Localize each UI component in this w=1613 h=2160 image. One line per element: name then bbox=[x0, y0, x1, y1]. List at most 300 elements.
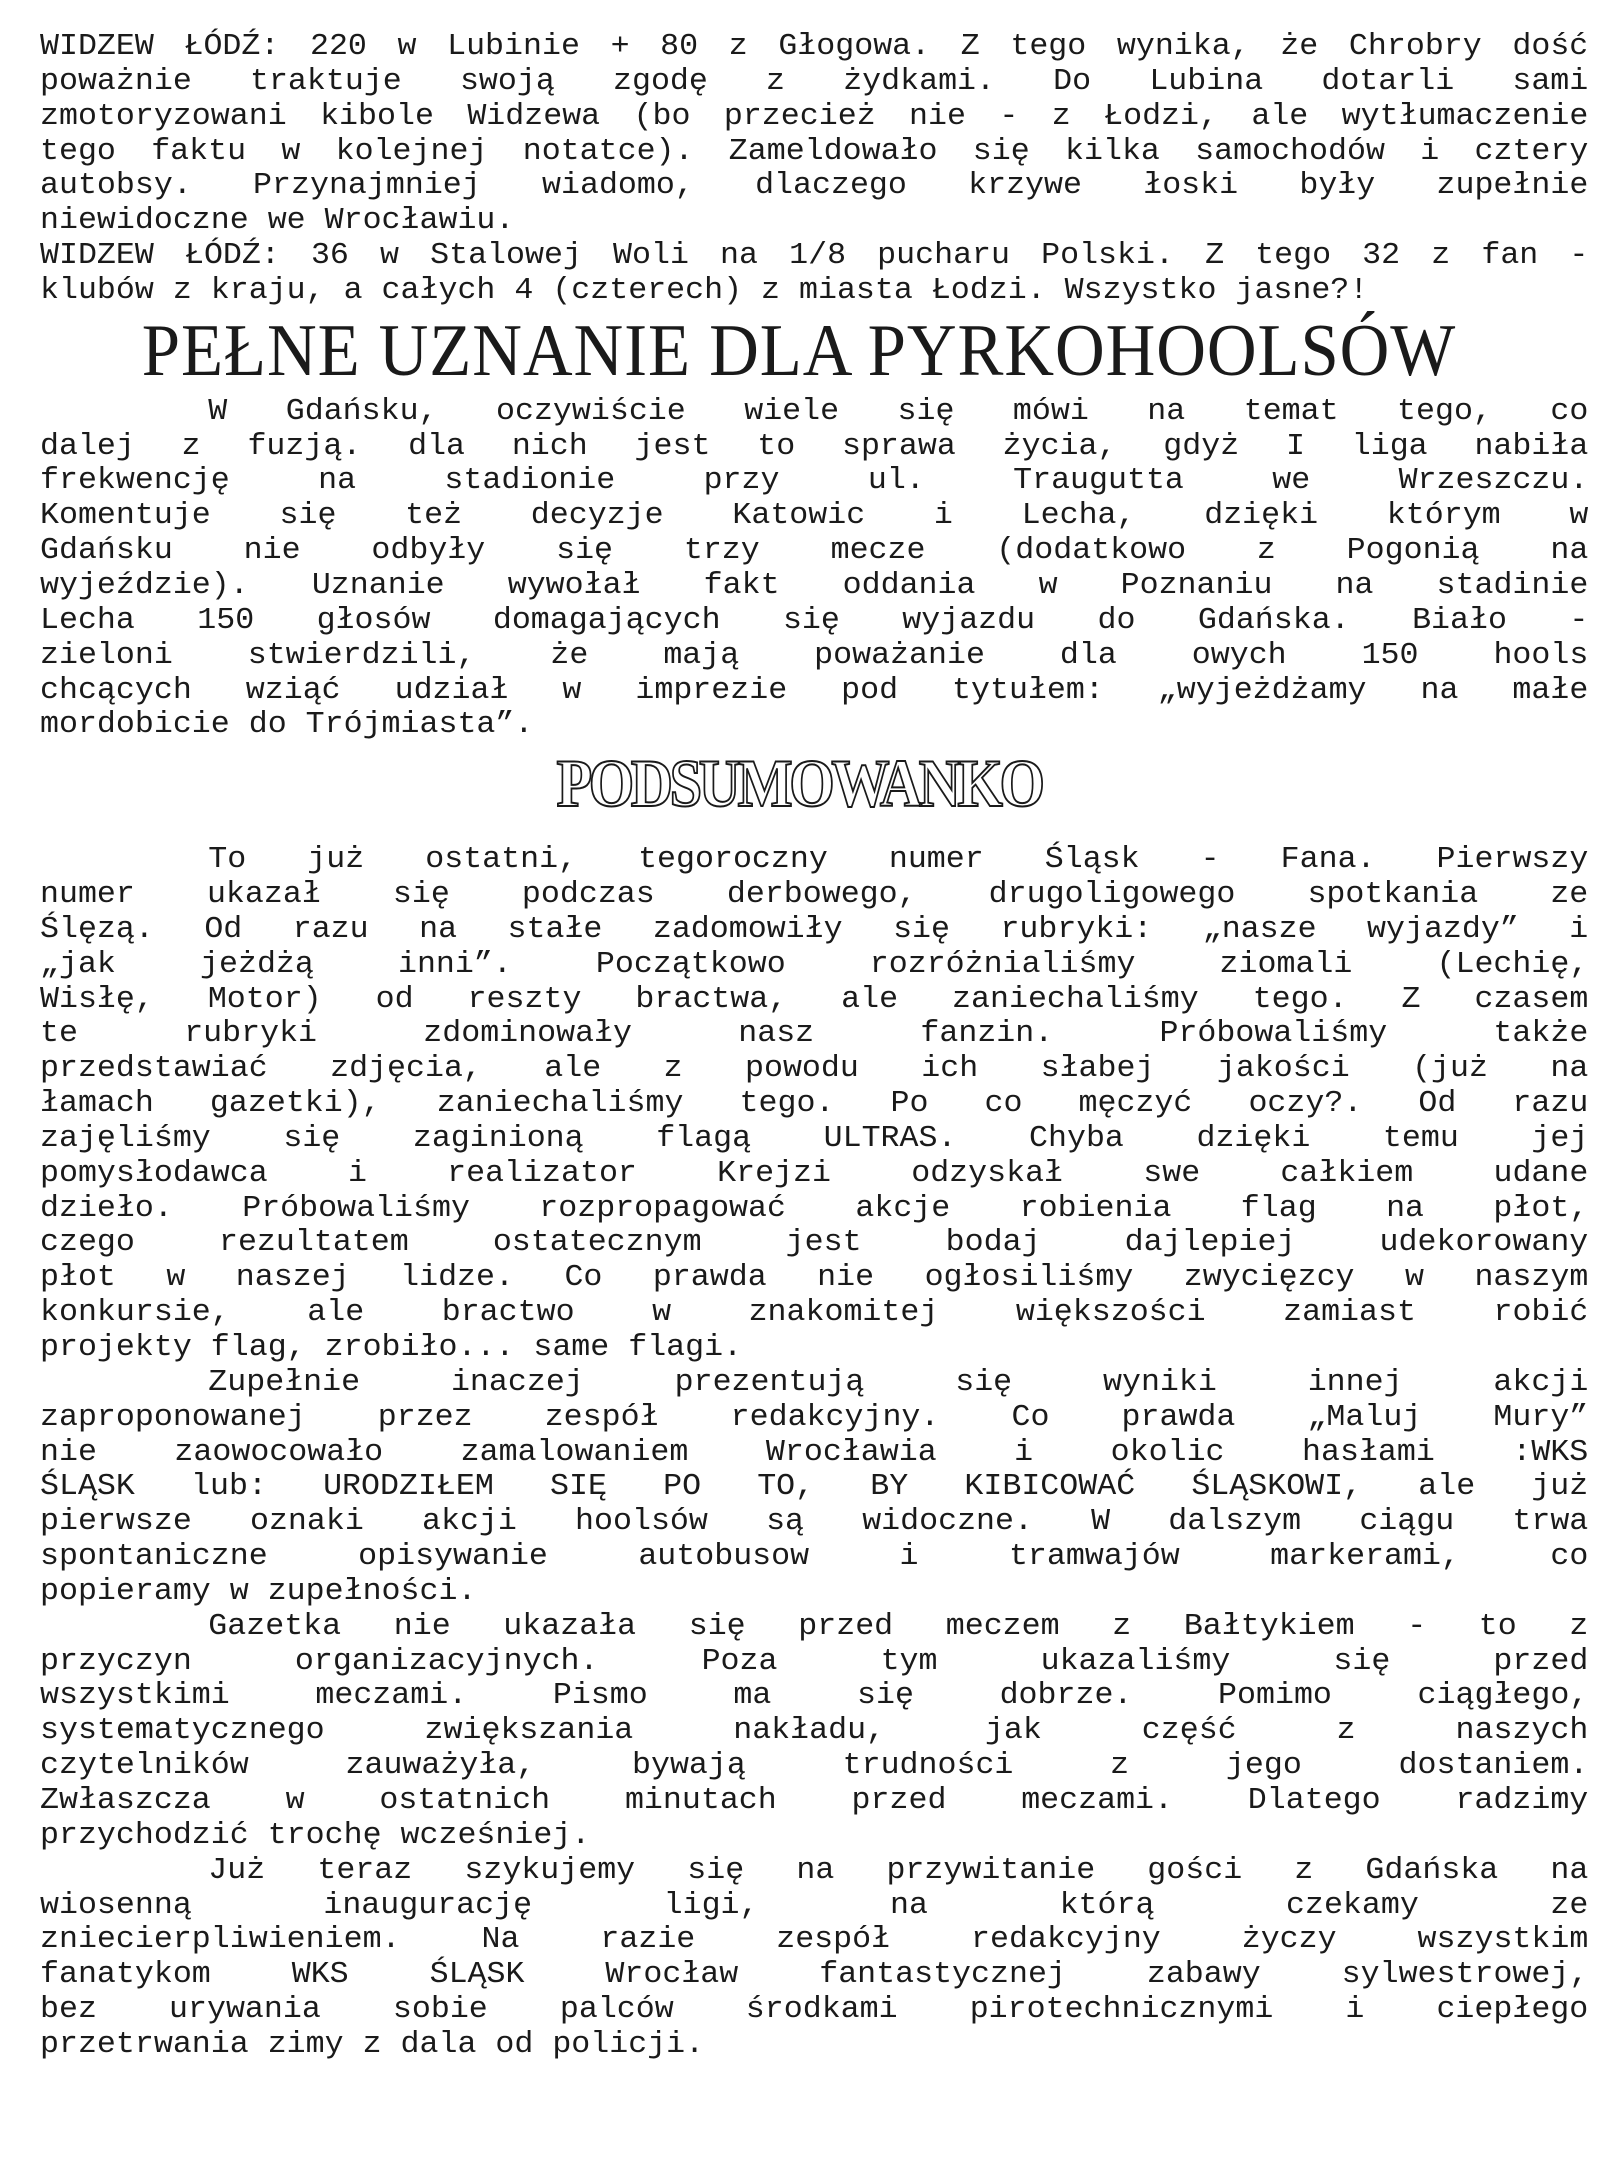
word: pirotechnicznymi bbox=[969, 1992, 1274, 2028]
word: fuzją. bbox=[247, 428, 362, 464]
word: temat bbox=[1243, 393, 1339, 429]
word: zadomowiły bbox=[652, 911, 843, 947]
text-line bbox=[40, 1436, 1588, 1471]
word: Z bbox=[1205, 238, 1225, 274]
word: Komentuje bbox=[40, 498, 211, 534]
word: i bbox=[1345, 1992, 1365, 2028]
word: autobsy. bbox=[40, 168, 192, 204]
word: ciepłego bbox=[1436, 1992, 1589, 2028]
word: gazetki), bbox=[209, 1086, 381, 1122]
word: minutach bbox=[624, 1782, 777, 1818]
word: Uznanie bbox=[311, 567, 445, 603]
word: nabiła bbox=[1474, 428, 1589, 464]
word: z bbox=[1256, 533, 1276, 569]
word: wyjazdu bbox=[902, 602, 1036, 638]
word: w bbox=[652, 1295, 672, 1331]
word: wziąć bbox=[245, 672, 341, 708]
word: z bbox=[728, 29, 748, 64]
word: Poznaniu bbox=[1120, 567, 1273, 603]
word: - bbox=[1200, 842, 1220, 878]
word: prawda bbox=[652, 1260, 767, 1296]
word: teraz bbox=[317, 1852, 413, 1888]
word: spontaniczne bbox=[40, 1539, 268, 1575]
word: rubryki: bbox=[1000, 911, 1153, 947]
word: urywania bbox=[169, 1992, 321, 2028]
word: którym bbox=[1386, 498, 1501, 534]
word: ul. bbox=[867, 463, 925, 499]
word: środkami bbox=[745, 1992, 898, 2028]
word: Widzewa bbox=[467, 98, 601, 134]
article-body bbox=[40, 393, 1589, 743]
word: Gdańska. bbox=[1197, 602, 1350, 638]
word: Zwłaszcza bbox=[40, 1782, 211, 1818]
word: 1/8 bbox=[789, 238, 847, 274]
word: sprawa bbox=[841, 428, 956, 464]
word: w bbox=[1038, 567, 1058, 603]
word: jej bbox=[1531, 1120, 1589, 1156]
text-line bbox=[40, 1261, 1588, 1296]
word: na bbox=[1550, 1852, 1589, 1888]
word: się bbox=[688, 1608, 746, 1644]
word: Pismo bbox=[552, 1678, 648, 1714]
word: wyjazdy” bbox=[1367, 911, 1519, 947]
word: razu bbox=[1512, 1086, 1589, 1122]
word: URODZIŁEM bbox=[323, 1469, 494, 1505]
word: (bo bbox=[633, 98, 691, 134]
word: fan bbox=[1481, 238, 1539, 274]
word: z bbox=[1569, 1608, 1589, 1644]
word: rozróżnialiśmy bbox=[869, 946, 1136, 982]
word: nie bbox=[817, 1260, 875, 1296]
word: do bbox=[1097, 602, 1136, 638]
text-line: przetrwania zimy z dala od policji. bbox=[40, 2026, 705, 2062]
word: razie bbox=[600, 1922, 696, 1958]
word: hoolsów bbox=[575, 1504, 708, 1540]
word: Fana. bbox=[1280, 842, 1376, 878]
text-line bbox=[40, 1470, 1588, 1505]
word: co bbox=[1550, 1539, 1589, 1575]
word: wywołał bbox=[507, 567, 641, 603]
word: podczas bbox=[521, 877, 655, 913]
word: ale bbox=[544, 1051, 602, 1087]
word: KIBICOWAĆ bbox=[964, 1469, 1136, 1505]
word: swe bbox=[1143, 1155, 1201, 1191]
text-line bbox=[40, 65, 1588, 100]
word: stałe bbox=[507, 911, 603, 947]
word: dlaczego bbox=[755, 168, 907, 204]
word: we bbox=[1272, 463, 1311, 499]
word: w bbox=[1569, 498, 1589, 534]
word: tego bbox=[40, 133, 116, 169]
word: lub: bbox=[191, 1469, 267, 1505]
word: swoją bbox=[459, 63, 555, 99]
word: ULTRAS. bbox=[823, 1120, 957, 1156]
word: radzimy bbox=[1455, 1782, 1589, 1818]
word: bractwo bbox=[441, 1295, 575, 1331]
word: numer bbox=[888, 842, 984, 878]
word: naszych bbox=[1455, 1713, 1589, 1749]
text-line bbox=[40, 1122, 1588, 1157]
word: gości bbox=[1147, 1852, 1243, 1888]
text-line bbox=[40, 1889, 1588, 1924]
word: udział bbox=[394, 672, 509, 708]
word: jest bbox=[634, 428, 711, 464]
word: Już bbox=[208, 1852, 266, 1888]
word: ziomali bbox=[1219, 946, 1353, 982]
word: WKS bbox=[291, 1957, 349, 1993]
text-line bbox=[40, 499, 1588, 534]
word: trudności bbox=[842, 1748, 1014, 1784]
text-line bbox=[40, 464, 1588, 499]
word: akcji bbox=[422, 1504, 517, 1540]
word: organizacyjnych. bbox=[294, 1643, 599, 1679]
word: frekwencję bbox=[40, 463, 230, 499]
word: Pogonią bbox=[1346, 533, 1480, 569]
word: redakcyjny. bbox=[730, 1399, 940, 1435]
word: fanatykom bbox=[40, 1957, 211, 1993]
word: Poza bbox=[701, 1643, 778, 1679]
text-line bbox=[40, 843, 1588, 878]
word: Pierwszy bbox=[1436, 842, 1589, 878]
word: jeżdżą bbox=[200, 946, 314, 982]
text-line bbox=[40, 1749, 1588, 1784]
word: znakomitej bbox=[748, 1295, 939, 1331]
word: Początkowo bbox=[595, 946, 786, 982]
word: decyzje bbox=[530, 498, 664, 534]
word: tegoroczny bbox=[638, 842, 828, 878]
word: na bbox=[1147, 393, 1186, 429]
word: ostatnich bbox=[379, 1782, 551, 1818]
word: stadinie bbox=[1436, 567, 1589, 603]
word: czytelników bbox=[40, 1748, 249, 1784]
word: ogłosiliśmy bbox=[924, 1260, 1134, 1296]
word: zaproponowanej bbox=[40, 1399, 306, 1435]
word: jest bbox=[785, 1225, 862, 1261]
word: wiadomo, bbox=[542, 168, 694, 204]
word: się bbox=[893, 911, 950, 947]
word: ze bbox=[1550, 1887, 1589, 1923]
word: imprezie bbox=[635, 672, 788, 708]
text-line bbox=[40, 639, 1588, 674]
text-line: mordobicie do Trójmiasta”. bbox=[40, 707, 534, 743]
text-line bbox=[40, 100, 1588, 135]
word: WIDZEW bbox=[40, 238, 154, 274]
word: (dodatkowo bbox=[996, 533, 1187, 569]
text-line bbox=[40, 604, 1588, 639]
text-line bbox=[40, 169, 1588, 204]
word: udekorowany bbox=[1379, 1225, 1589, 1261]
word: dla bbox=[1059, 637, 1117, 673]
word: łamach bbox=[40, 1086, 154, 1122]
word: Krejzi bbox=[717, 1155, 831, 1191]
word: BY bbox=[870, 1469, 909, 1505]
text-line bbox=[40, 30, 1588, 65]
word: systematycznego bbox=[40, 1713, 325, 1749]
word: nie bbox=[909, 98, 966, 134]
word: że bbox=[1280, 29, 1319, 64]
word: inni”. bbox=[397, 946, 512, 982]
word: Lecha bbox=[40, 602, 135, 638]
word: Wisłę, bbox=[40, 981, 154, 1017]
word: notatce). bbox=[522, 133, 694, 169]
word: oczy?. bbox=[1248, 1086, 1363, 1122]
word: w bbox=[1404, 1260, 1424, 1296]
word: zaginioną bbox=[412, 1120, 584, 1156]
word: zespół bbox=[776, 1922, 891, 1958]
word: przez bbox=[377, 1399, 473, 1435]
word: dotarli bbox=[1321, 63, 1455, 99]
word: tego, bbox=[1397, 393, 1492, 429]
word: Łodzi, bbox=[1104, 98, 1218, 134]
word: co bbox=[1550, 393, 1589, 429]
word: tego bbox=[1255, 238, 1332, 274]
word: hools bbox=[1493, 637, 1589, 673]
word: się bbox=[897, 393, 955, 429]
word: faktu bbox=[151, 133, 247, 169]
word: Traugutta bbox=[1013, 463, 1184, 499]
word: - bbox=[999, 98, 1019, 134]
word: ale bbox=[841, 981, 899, 1017]
word: się bbox=[392, 877, 450, 913]
word: rubryki bbox=[184, 1016, 318, 1052]
word: nich bbox=[511, 428, 588, 464]
word: meczami. bbox=[315, 1678, 468, 1714]
word: już bbox=[1531, 1469, 1589, 1505]
word: ale bbox=[1418, 1469, 1476, 1505]
word: Motor) bbox=[207, 981, 322, 1017]
word: przy bbox=[703, 463, 780, 499]
word: 36 bbox=[310, 238, 349, 274]
word: przed bbox=[851, 1782, 947, 1818]
word: Głogowa. bbox=[778, 29, 931, 64]
word: Gdańska bbox=[1365, 1852, 1499, 1888]
word: robić bbox=[1493, 1295, 1589, 1331]
word: Chrobry bbox=[1348, 29, 1482, 64]
word: drugoligowego bbox=[988, 877, 1236, 913]
word: Po bbox=[890, 1086, 929, 1122]
word: zwiększania bbox=[424, 1713, 634, 1749]
word: tytułem: bbox=[952, 672, 1104, 708]
word: PO bbox=[663, 1469, 702, 1505]
word: zamalowaniem bbox=[460, 1434, 689, 1470]
text-line bbox=[40, 1052, 1588, 1087]
word: Co bbox=[1011, 1399, 1050, 1435]
word: tego. bbox=[739, 1086, 835, 1122]
word: ŚLĄSK bbox=[429, 1957, 525, 1993]
word: te bbox=[40, 1016, 78, 1052]
text-line bbox=[40, 1958, 1588, 1993]
word: trwa bbox=[1512, 1504, 1589, 1540]
word: w bbox=[166, 1260, 186, 1296]
word: :WKS bbox=[1512, 1434, 1589, 1470]
word: co bbox=[984, 1086, 1023, 1122]
word: zwycięzcy bbox=[1183, 1260, 1355, 1296]
word: jakości bbox=[1216, 1051, 1350, 1087]
word: akcji bbox=[1493, 1364, 1589, 1400]
word: czego bbox=[40, 1225, 135, 1261]
word: i bbox=[1014, 1434, 1034, 1470]
word: nakładu, bbox=[733, 1713, 886, 1749]
text-line bbox=[40, 239, 1588, 274]
word: są bbox=[766, 1504, 805, 1540]
text-line bbox=[40, 1784, 1588, 1819]
word: 220 bbox=[309, 29, 367, 64]
word: tramwajów bbox=[1008, 1539, 1180, 1575]
word: sylwestrowej, bbox=[1341, 1957, 1589, 1993]
word: Przynajmniej bbox=[253, 168, 481, 204]
text-line bbox=[40, 948, 1588, 983]
word: że bbox=[550, 637, 589, 673]
word: szykujemy bbox=[464, 1852, 636, 1888]
word: wszystkimi bbox=[40, 1678, 230, 1714]
word: Zupełnie bbox=[208, 1364, 361, 1400]
word: w bbox=[397, 29, 417, 64]
word: markerami, bbox=[1270, 1539, 1460, 1575]
word: liga bbox=[1351, 428, 1428, 464]
text-line bbox=[40, 1366, 1588, 1401]
text-line bbox=[40, 1296, 1588, 1331]
word: ŚLĄSK bbox=[40, 1469, 135, 1505]
word: żydkami. bbox=[843, 63, 996, 99]
word: na bbox=[419, 911, 458, 947]
word: pomysłodawca bbox=[40, 1155, 268, 1191]
word: wiele bbox=[744, 393, 840, 429]
word: część bbox=[1141, 1713, 1237, 1749]
word: wytłumaczenie bbox=[1341, 98, 1589, 134]
word: słabej bbox=[1040, 1051, 1155, 1087]
text-line bbox=[40, 1192, 1588, 1227]
word: - bbox=[1407, 1608, 1427, 1644]
word: To bbox=[208, 842, 247, 878]
word: ŁÓDŹ: bbox=[184, 29, 280, 64]
word: oznaki bbox=[249, 1504, 364, 1540]
word: ma bbox=[733, 1678, 772, 1714]
word: meczami. bbox=[1021, 1782, 1174, 1818]
word: 32 bbox=[1362, 238, 1401, 274]
word: odbyły bbox=[371, 533, 486, 569]
word: Woli bbox=[613, 238, 689, 274]
word: się bbox=[972, 133, 1030, 169]
word: oddania bbox=[842, 567, 976, 603]
word: nie bbox=[40, 1434, 97, 1470]
word: głosów bbox=[316, 602, 431, 638]
word: flagą bbox=[656, 1120, 752, 1156]
word: Z bbox=[960, 29, 980, 64]
word: dalej bbox=[40, 428, 135, 464]
word: to bbox=[1478, 1608, 1517, 1644]
text-line: przychodzić trochę wcześniej. bbox=[40, 1817, 591, 1853]
word: naszym bbox=[1474, 1260, 1589, 1296]
word: odzyskał bbox=[911, 1155, 1064, 1191]
word: gdyż bbox=[1163, 428, 1240, 464]
word: życzy bbox=[1241, 1922, 1337, 1958]
word: 150 bbox=[197, 602, 255, 638]
word: zieloni bbox=[40, 637, 173, 673]
word: temu bbox=[1382, 1120, 1459, 1156]
word: przed bbox=[1493, 1643, 1589, 1679]
word: akcje bbox=[855, 1190, 951, 1226]
word: domagających bbox=[492, 602, 721, 638]
word: bywają bbox=[631, 1748, 746, 1784]
word: jak bbox=[984, 1713, 1042, 1749]
word: palców bbox=[559, 1992, 674, 2028]
word: ale bbox=[307, 1295, 365, 1331]
word: dzięki bbox=[1196, 1120, 1311, 1156]
word: okolic bbox=[1110, 1434, 1225, 1470]
word: rezultatem bbox=[218, 1225, 409, 1261]
word: Próbowaliśmy bbox=[242, 1190, 470, 1226]
word: Mury” bbox=[1493, 1399, 1589, 1435]
text-line: popieramy w zupełności. bbox=[40, 1573, 477, 1609]
word: z bbox=[1336, 1713, 1356, 1749]
text-line: klubów z kraju, a całych 4 (czterech) z miasta Łodzi. Wszystko jasne?! bbox=[40, 272, 1369, 308]
word: Stalowej bbox=[430, 238, 582, 274]
word: wyjeździe). bbox=[40, 567, 249, 603]
word: Lecha, bbox=[1021, 498, 1136, 534]
word: zaniechaliśmy bbox=[436, 1086, 684, 1122]
word: derbowego, bbox=[726, 877, 917, 913]
word: (Lechię, bbox=[1436, 946, 1589, 982]
word: nie bbox=[393, 1608, 451, 1644]
word: z bbox=[1110, 1748, 1130, 1784]
text-line bbox=[40, 430, 1588, 465]
word: zupełnie bbox=[1436, 168, 1589, 204]
word: inaugurację bbox=[323, 1887, 533, 1923]
word: ciągłego, bbox=[1417, 1678, 1589, 1714]
word: ukazała bbox=[503, 1608, 637, 1644]
word: Co bbox=[564, 1260, 603, 1296]
word: i bbox=[933, 498, 953, 534]
word: Gdańsku, bbox=[285, 393, 438, 429]
word: poważanie bbox=[814, 637, 985, 673]
word: + bbox=[610, 29, 630, 64]
text-line bbox=[40, 1679, 1588, 1714]
word: konkursie, bbox=[40, 1295, 230, 1331]
word: życia, bbox=[1002, 428, 1117, 464]
word: I bbox=[1285, 428, 1305, 464]
word: Katowic bbox=[732, 498, 866, 534]
word: dla bbox=[408, 428, 466, 464]
word: na bbox=[318, 463, 357, 499]
word: większości bbox=[1015, 1295, 1206, 1331]
document-page bbox=[40, 29, 1589, 2063]
word: sobie bbox=[392, 1992, 488, 2028]
word: kolejnej bbox=[335, 133, 488, 169]
word: krzywe bbox=[968, 168, 1082, 204]
word: z bbox=[663, 1051, 683, 1087]
word: były bbox=[1299, 168, 1376, 204]
word: z bbox=[1431, 238, 1451, 274]
word: Próbowaliśmy bbox=[1159, 1016, 1388, 1052]
word: wyniki bbox=[1102, 1364, 1217, 1400]
text-line bbox=[40, 1017, 1588, 1052]
word: na bbox=[1550, 533, 1589, 569]
word: zauważyła, bbox=[345, 1748, 536, 1784]
text-line: niewidoczne we Wrocławiu. bbox=[40, 203, 515, 239]
word: zabawy bbox=[1146, 1957, 1261, 1993]
word: 80 bbox=[660, 29, 699, 64]
word: wynika, bbox=[1116, 29, 1250, 64]
word: zdjęcia, bbox=[330, 1051, 482, 1087]
word: 150 bbox=[1361, 637, 1419, 673]
word: (już bbox=[1412, 1051, 1488, 1087]
word: ale bbox=[1251, 98, 1309, 134]
word: Na bbox=[481, 1922, 520, 1958]
word: - bbox=[1569, 602, 1589, 638]
word: bodaj bbox=[945, 1225, 1041, 1261]
word: dalszym bbox=[1168, 1504, 1302, 1540]
word: tego bbox=[1010, 29, 1087, 64]
